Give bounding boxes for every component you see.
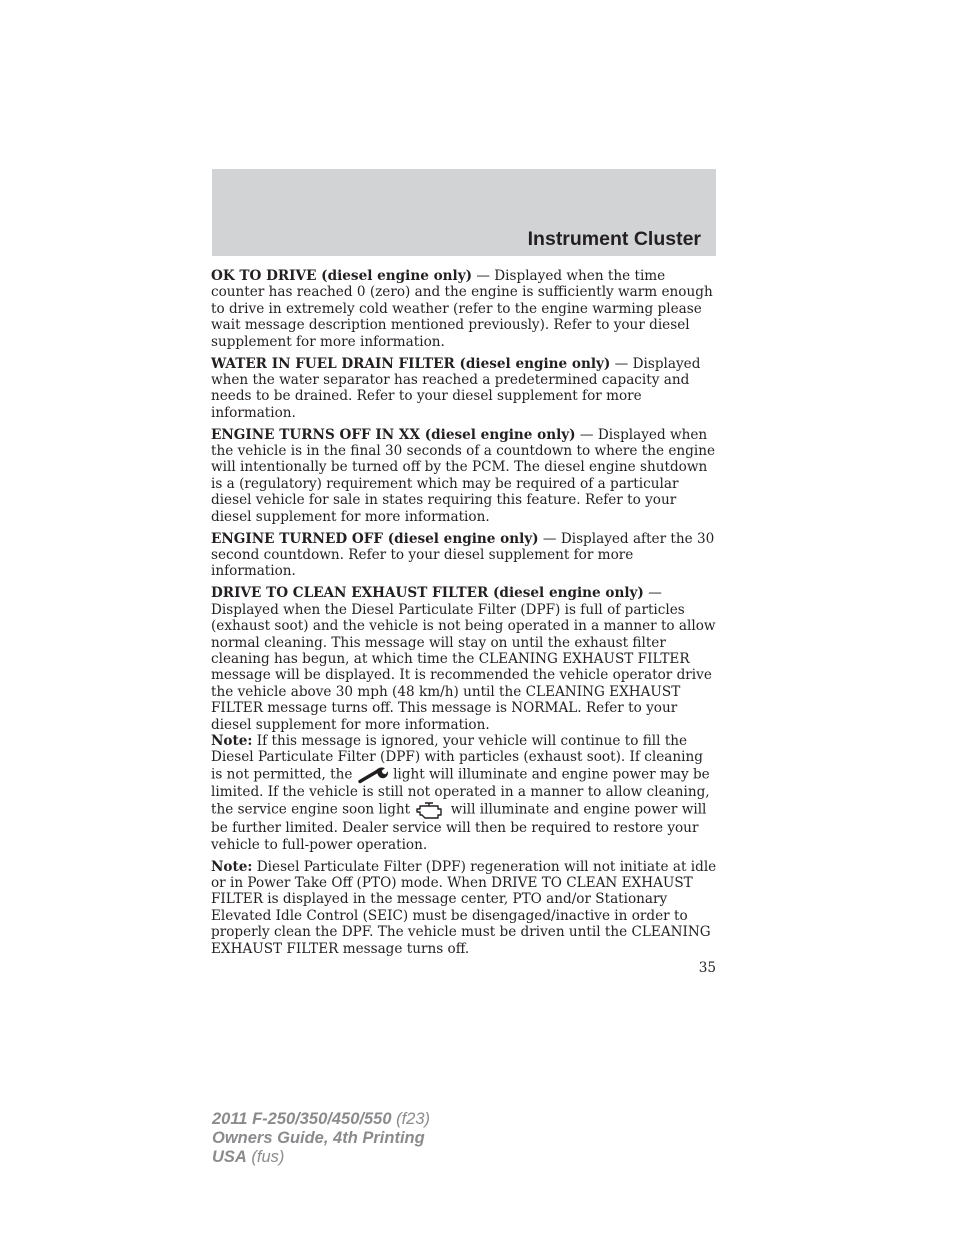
entry-text: — Displayed when the water separator has reached a predetermined capacity and needs to be drained. Refer to your diesel supplement for more information. [211,355,701,421]
wrench-icon [357,766,389,784]
entry-engine-turns-off [211,427,717,525]
document-footer [212,1110,430,1167]
entry-text: — Displayed when the vehicle is in the final 30 seconds of a countdown to where the engine will intentionally be turned off by the PCM. The diesel engine shutdown is a (regulatory) requirement which may be required of a particular diesel vehicle for sale in states requiring this feature. Refer to your diesel supplement for more information. [211,426,716,525]
page-number: 35 [698,960,716,976]
note-text: If this message is ignored, your vehicle will continue to fill the Diesel Particulate Filter (DPF) with particles (exhaust soot). If cleaning is not permitted, the [211,732,703,783]
footer-line-market: USA (fus) [212,1148,285,1166]
note-text: Diesel Particulate Filter (DPF) regeneration will not initiate at idle or in Power Take Off (PTO) mode. When DRIVE TO CLEAN EXHAUST FILTER is displayed in the message center, PTO and/or Stationary Elevated Idle Control (SEIC) must be disengaged/inactive in order to properly clean the DPF. The vehicle must be driven until the CLEANING EXHAUST FILTER message turns off. [211,858,717,957]
note-text: light will illuminate and engine power may be limited. If the vehicle is still not operated in a manner to allow cleaning, the service engine soon light [211,766,710,818]
page-body [211,268,717,962]
entry-term: OK TO DRIVE (diesel engine only) [211,268,473,284]
section-title: Instrument Cluster [527,228,701,250]
footer-line-guide: Owners Guide, 4th Printing [212,1129,425,1147]
entry-term: DRIVE TO CLEAN EXHAUST FILTER (diesel engine only) [211,585,644,602]
entry-term: WATER IN FUEL DRAIN FILTER (diesel engine only) [211,355,611,372]
check-engine-icon [414,800,446,820]
note-text: will illuminate and engine power will be further limited. Dealer service will then be required to restore your vehicle to full-power operation. [211,801,707,853]
entry-water-in-fuel [211,356,717,422]
entry-engine-turned-off [211,531,717,580]
entry-ok-to-drive [211,268,717,350]
entry-text: — Displayed when the time counter has reached 0 (zero) and the engine is sufficiently warm enough to drive in extremely cold weather (refer to the engine warming please wait message description mentioned previously). Refer to your diesel supplement for more information. [211,268,713,350]
note-dpf-warning [211,733,717,853]
section-header-band [212,169,716,256]
note-dpf-regeneration [211,859,717,957]
note-label: Note: [211,732,253,749]
footer-line-model: 2011 F-250/350/450/550 (f23) [212,1110,431,1128]
entry-term: ENGINE TURNS OFF IN XX (diesel engine only) [211,426,576,443]
note-label: Note: [211,858,253,875]
entry-term: ENGINE TURNED OFF (diesel engine only) [211,530,539,547]
entry-drive-to-clean [211,585,717,733]
entry-text: — Displayed when the Diesel Particulate Filter (DPF) is full of particles (exhaust soot) and the vehicle is not being operated in a manner to allow normal cleaning. This message will stay on until the exhaust filter cleaning has begun, at which time the CLEANING EXHAUST FILTER message will be displayed. It is recommended the vehicle operator drive the vehicle above 30 mph (48 km/h) until the CLEANING EXHAUST FILTER message turns off. This message is NORMAL. Refer to your diesel supplement for more information. [211,585,716,733]
entry-text: — Displayed after the 30 second countdown. Refer to your diesel supplement for more information. [211,530,715,580]
